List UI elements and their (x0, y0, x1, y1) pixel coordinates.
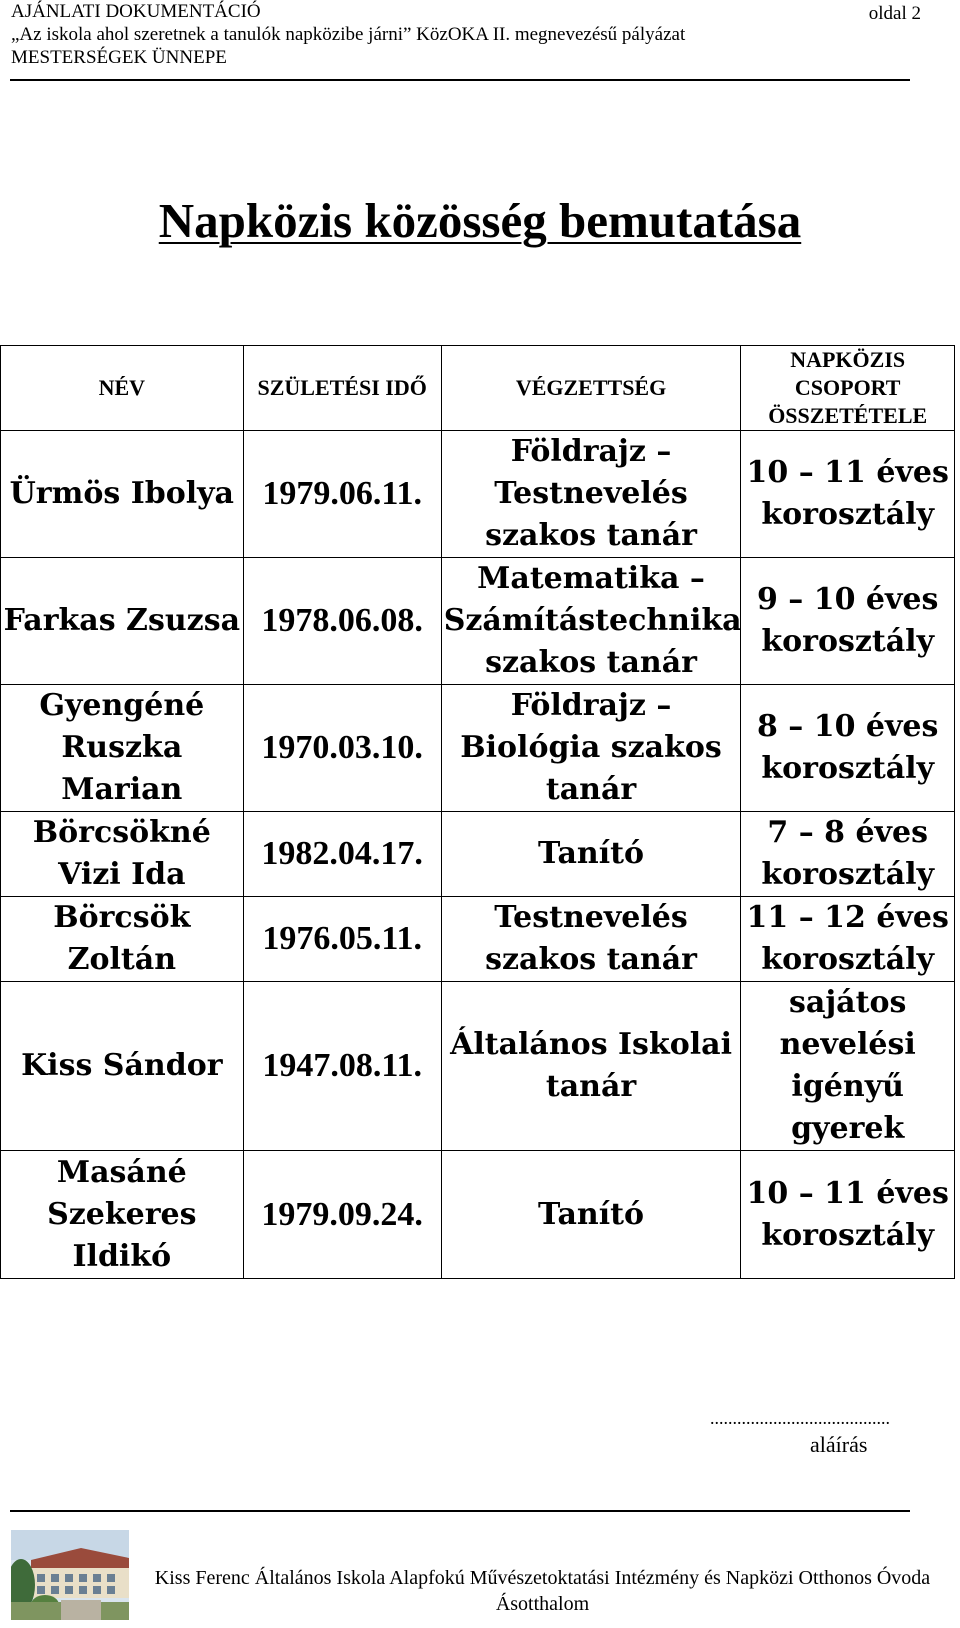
table-row (1, 982, 955, 1151)
footer-institution-town: Ásotthalom (495, 1593, 590, 1615)
table-row (1, 685, 955, 812)
cell-name: Masáné Szekeres Ildikó (1, 1151, 244, 1279)
cell-birth-date: 1970.03.10. (243, 685, 441, 812)
table-row (1, 812, 955, 897)
cell-group: 10 – 11 éves korosztály (741, 431, 955, 558)
cell-education: Általános Iskolai tanár (441, 982, 741, 1151)
cell-group: 7 – 8 éves korosztály (741, 812, 955, 897)
signature-line: ........................................ (710, 1408, 890, 1428)
cell-group: 9 – 10 éves korosztály (741, 558, 955, 685)
document-header (11, 0, 921, 69)
cell-birth-date: 1978.06.08. (243, 558, 441, 685)
cell-education: Földrajz – Biológia szakos tanár (441, 685, 741, 812)
table-header-row (1, 346, 955, 431)
cell-group: sajátos nevelési igényű gyerek (741, 982, 955, 1151)
cell-birth-date: 1947.08.11. (243, 982, 441, 1151)
signature-label: aláírás (810, 1432, 868, 1457)
cell-name: Börcsökné Vizi Ida (1, 812, 244, 897)
cell-name: Farkas Zsuzsa (1, 558, 244, 685)
cell-education: Tanító (441, 1151, 741, 1279)
cell-birth-date: 1976.05.11. (243, 897, 441, 982)
footer-divider (10, 1510, 910, 1512)
table-row (1, 1151, 955, 1279)
staff-table (0, 345, 955, 1279)
cell-name: Gyengéné Ruszka Marian (1, 685, 244, 812)
footer-institution-name: Kiss Ferenc Általános Iskola Alapfokú Művészetoktatási Intézmény és Napközi Otthonos Óvoda (154, 1567, 931, 1589)
table-row (1, 897, 955, 982)
cell-birth-date: 1979.09.24. (243, 1151, 441, 1279)
table-row (1, 558, 955, 685)
cell-education: Földrajz – Testnevelés szakos tanár (441, 431, 741, 558)
cell-name: Kiss Sándor (1, 982, 244, 1151)
page-title-text: Napközis közösség bemutatása (158, 193, 802, 248)
cell-education: Tanító (441, 812, 741, 897)
school-building-photo-icon (11, 1530, 129, 1620)
header-education: VÉGZETTSÉG (441, 346, 741, 431)
header-group: NAPKÖZIS CSOPORT ÖSSZETÉTELE (741, 346, 955, 431)
school-building-photo (11, 1530, 129, 1620)
cell-group: 8 – 10 éves korosztály (741, 685, 955, 812)
cell-education: Testnevelés szakos tanár (441, 897, 741, 982)
cell-birth-date: 1979.06.11. (243, 431, 441, 558)
header-birth-date: SZÜLETÉSI IDŐ (243, 346, 441, 431)
header-divider (10, 79, 910, 81)
table-row (1, 431, 955, 558)
header-event-name: MESTERSÉGEK ÜNNEPE (11, 47, 227, 68)
header-project-name: „Az iskola ahol szeretnek a tanulók napközibe járni” KözOKA II. megnevezésű pályázat (11, 24, 686, 45)
footer-institution (135, 1565, 950, 1617)
cell-education: Matematika – Számítástechnika szakos tanár (441, 558, 741, 685)
cell-birth-date: 1982.04.17. (243, 812, 441, 897)
cell-name: Börcsök Zoltán (1, 897, 244, 982)
page-number: oldal 2 (868, 3, 921, 24)
cell-group: 11 – 12 éves korosztály (741, 897, 955, 982)
cell-name: Ürmös Ibolya (1, 431, 244, 558)
page-title (0, 192, 960, 249)
header-doc-type: AJÁNLATI DOKUMENTÁCIÓ (11, 1, 261, 22)
header-name: NÉV (1, 346, 244, 431)
cell-group: 10 – 11 éves korosztály (741, 1151, 955, 1279)
